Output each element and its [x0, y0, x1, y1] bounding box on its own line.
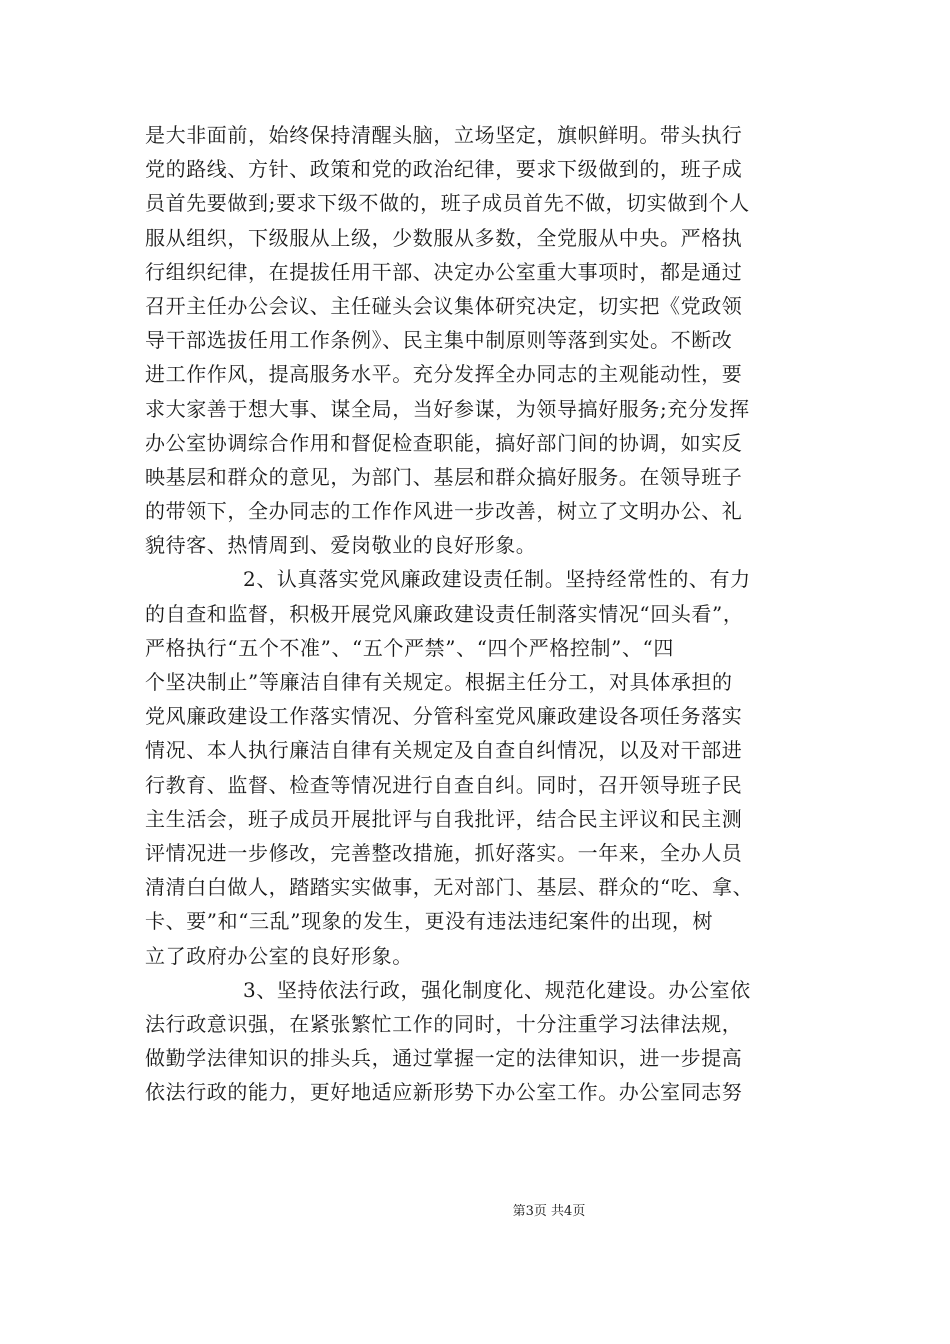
text-line: 清清白白做人，踏踏实实做事，无对部门、基层、群众的“吃、拿、: [145, 875, 754, 900]
text-line: 导干部选拔任用工作条例》、民主集中制原则等落到实处。不断改: [145, 328, 733, 353]
text-line: 党的路线、方针、政策和党的政治纪律，要求下级做到的，班子成: [145, 157, 743, 182]
text-line: 的自查和监督，积极开展党风廉政建设责任制落实情况“回头看”，: [145, 601, 744, 626]
text-line: 评情况进一步修改，完善整改措施，抓好落实。一年来，全办人员: [145, 840, 743, 865]
text-line: 行组织纪律，在提拔任用干部、决定办公室重大事项时，都是通过: [145, 259, 743, 284]
text-line: 党风廉政建设工作落实情况、分管科室党风廉政建设各项任务落实: [145, 704, 743, 729]
text-line: 法行政意识强，在紧张繁忙工作的同时，十分注重学习法律法规，: [145, 1011, 743, 1036]
paragraph-start-line: 2、认真落实党风廉政建设责任制。坚持经常性的、有力: [243, 567, 751, 592]
text-line: 映基层和群众的意见，为部门、基层和群众搞好服务。在领导班子: [145, 464, 743, 489]
text-line: 卡、要”和“三乱”现象的发生，更没有违法违纪案件的出现，树: [145, 909, 714, 934]
text-line: 是大非面前，始终保持清醒头脑，立场坚定，旗帜鲜明。带头执行: [145, 123, 743, 147]
text-line: 做勤学法律知识的排头兵，通过掌握一定的法律知识，进一步提高: [145, 1046, 743, 1071]
text-line: 的带领下，全办同志的工作作风进一步改善，树立了文明办公、礼: [145, 499, 743, 524]
text-line: 依法行政的能力，更好地适应新形势下办公室工作。办公室同志努: [145, 1080, 743, 1105]
paragraph-start-line: 3、坚持依法行政，强化制度化、规范化建设。办公室依: [243, 977, 751, 1002]
text-line: 主生活会，班子成员开展批评与自我批评，结合民主评议和民主测: [145, 806, 743, 831]
text-line: 立了政府办公室的良好形象。: [145, 943, 413, 968]
text-line: 行教育、监督、检查等情况进行自查自纠。同时，召开领导班子民: [145, 772, 743, 797]
text-line: 进工作作风，提高服务水平。充分发挥全办同志的主观能动性，要: [145, 362, 743, 387]
text-line: 情况、本人执行廉洁自律有关规定及自查自纠情况，以及对干部进: [145, 738, 743, 763]
text-line: 召开主任办公会议、主任碰头会议集体研究决定，切实把《党政领: [145, 293, 743, 318]
text-line: 严格执行“五个不准”、“五个严禁”、“四个严格控制”、“四: [145, 635, 674, 660]
page-number-footer: 第3页 共4页: [512, 1204, 586, 1219]
text-line: 办公室协调综合作用和督促检查职能，搞好部门间的协调，如实反: [145, 430, 743, 455]
text-line: 服从组织，下级服从上级，少数服从多数，全党服从中央。严格执: [145, 225, 743, 250]
body-text: [145, 118, 815, 1109]
text-line: 求大家善于想大事、谋全局，当好参谋，为领导搞好服务;充分发挥: [145, 396, 750, 421]
text-line: 貌待客、热情周到、爱岗敬业的良好形象。: [145, 533, 537, 558]
text-line: 个坚决制止”等廉洁自律有关规定。根据主任分工，对具体承担的: [145, 670, 733, 694]
text-line: 员首先要做到;要求下级不做的，班子成员首先不做，切实做到个人: [145, 191, 750, 216]
